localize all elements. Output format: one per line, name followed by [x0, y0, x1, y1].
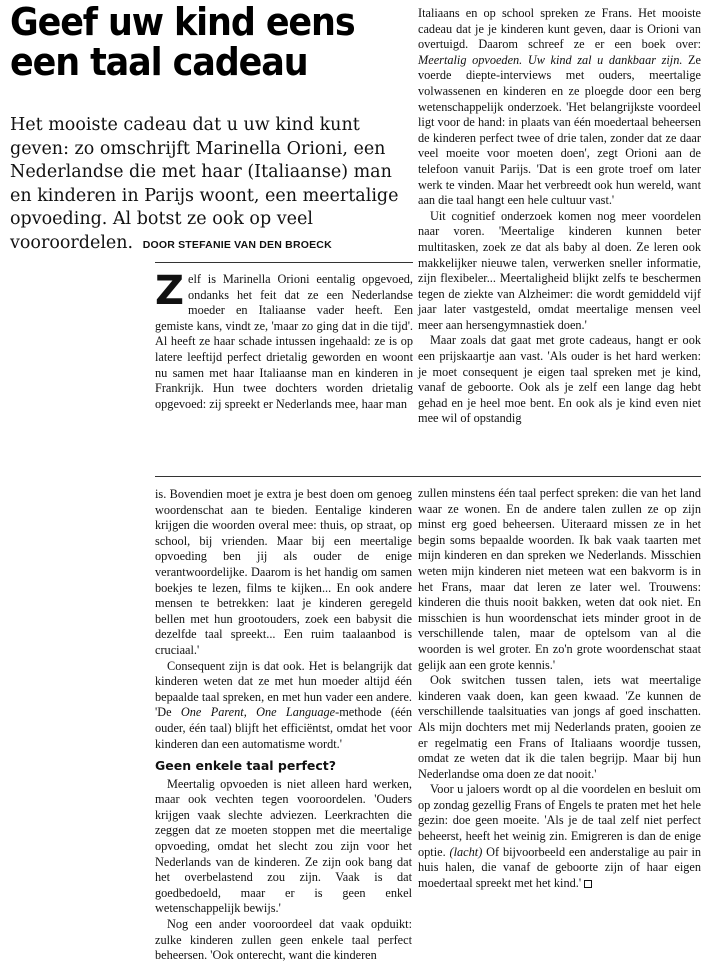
- headline-line-2: een taal cadeau: [10, 40, 308, 84]
- headline-line-1: Geef uw kind eens: [10, 0, 355, 44]
- paragraph-3-continued: is. Bovendien moet je extra je best doen om genoeg woordenschat aan te bieden. Eentalige kinderen krijgen die woorden overal mee: thuis, op straat, op school, bij vrienden. Maar bij een meertalige opvoeding ben jij als ouder de enige verantwoordelijke. Daarom is het handig om samen boekjes te lezen, films te kijken... En ook andere mensen te betrekken: laat je kinderen geregeld bellen met hun grootouders, zoek een babysit die dezelfde taal spreekt... Een ruim taalaanbod is cruciaal.': [155, 487, 412, 657]
- byline: DOOR STEFANIE VAN DEN BROECK: [142, 238, 332, 251]
- paragraph-1: [155, 268, 413, 412]
- paragraph-4: Consequent zijn is dat ook. Het is belangrijk dat kinderen weten dat ze met hun moeder altijd één bepaalde taal spreken, en met hun vader een andere. 'De One Parent, One Language-methode (één ouder, één taal) blijft het efficiëntst, omdat het voor kinderen dan een automatisme wordt.': [155, 658, 413, 751]
- column-right-bottom: [418, 486, 701, 891]
- divider-middle: [155, 476, 701, 477]
- intro-lead: [10, 114, 408, 257]
- book-title: Meertalig opvoeden. Uw kind zal u dankbaar zijn.: [418, 52, 683, 67]
- laugh-note: (lacht): [449, 844, 483, 859]
- column-left-bottom: [155, 487, 412, 964]
- end-mark-icon: [584, 880, 592, 888]
- paragraph-7: Ook switchen tussen talen, iets wat meertalige kinderen vaak doen, kan geen kwaad. 'Ze kunnen de verschillende taalsituaties van jongs af goed inschatten. Als mijn dochters met mij Nederlands praten, gooien ze er regelmatig een Frans of Italiaans woordje tussen, omdat ze weten dat ik die talen begrijp. Maar bij hun Nederlandse oma doen ze dat nooit.': [418, 673, 701, 781]
- headline: [10, 2, 373, 82]
- dropcap: Z: [155, 268, 185, 314]
- column-left-top: [155, 268, 413, 412]
- subheading: Geen enkele taal perfect?: [155, 758, 337, 774]
- intro-text: Het mooiste cadeau dat u uw kind kunt geven: zo omschrijft Marinella Orioni, een Nederlandse die met haar (Italiaanse) man en kinderen in Parijs woont, een meertalige opvoeding. Al botst ze ook op veel vooroordelen.: [10, 115, 399, 253]
- paragraph-6: Nog een ander vooroordeel dat vaak opduikt: zulke kinderen zullen geen enkele taal perfect beheersen. 'Ook onterecht, want die kinderen: [155, 917, 412, 963]
- paragraph-6-continued: zullen minstens één taal perfect spreken: die van het land waar ze wonen. En de andere talen zullen ze op zijn minst erg goed beheersen. Uiteraard missen ze in het begin soms bepaalde woorden. Ik bak vaak taarten met mijn kinderen en dan spreken we Nederlands. Misschien weten mijn kinderen niet meteen wat een bakvorm is in het Frans, maar dat leren ze later wel. Trouwens: kinderen die thuis nooit bakken, weten dat ook niet. En misschien is hun woordenschat iets minder groot in de verschillende talen, maar de optelsom van al die woorden is wel groter. En zo'n grote woordenschat staat gelijk aan een grote kennis.': [418, 486, 701, 672]
- paragraph-1-continued: Italiaans en op school spreken ze Frans. Het mooiste cadeau dat je je kinderen kunt geven, daar is Orioni van overtuigd. Daarom schreef ze er een boek over: Meertalig opvoeden. Uw kind zal u dankbaar zijn. Ze voerde diepte-interviews met ouders, meertalige volwassenen en kinderen en ze ploegde door een berg wetenschappelijk onderzoek. 'Het belangrijkste voordeel ligt voor de hand: in plaats van één moedertaal beheersen de kinderen perfect twee of drie talen, zonder dat ze daar veel moeite voor moeten doen', zegt Orioni aan de telefoon vanuit Parijs. 'Dat is een grote troef om later werk te vinden. Maar het verbreedt ook hun wereld, want aan die taal hangt een hele cultuur vast.': [418, 6, 701, 208]
- column-right-top: [418, 6, 701, 427]
- paragraph-1-text: elf is Marinella Orioni eentalig opgevoed, ondanks het feit dat ze een Nederlandse moeder en Italiaanse vader heeft. Een gemiste kans, vindt ze, 'maar zo ging dat in die tijd'. Al heeft ze haar schade intussen ingehaald: ze is op latere leeftijd perfect drietalig geworden en woont nu samen met haar Italiaanse man en kinderen in Frankrijk. Hun twee dochters worden drietalig opgevoed: zij spreekt er Nederlands mee, haar man: [155, 272, 413, 411]
- paragraph-3: Maar zoals dat gaat met grote cadeaus, hangt er ook een prijskaartje aan vast. 'Als ouder is het hard werken: je moet consequent je eigen taal spreken met je kind, vanaf de geboorte. Ook als je zelf een lange dag hebt gehad en je heel moe bent. En ook als je kind even niet mee wil of opstandig: [418, 333, 701, 426]
- paragraph-5: Meertalig opvoeden is niet alleen hard werken, maar ook vechten tegen vooroordelen. 'Ouders krijgen vaak slechte adviezen. Leerkrachten die zeggen dat ze moeten stoppen met die meertalige opvoeding, omdat het slecht zou zijn voor het Nederlands van de kinderen. Ze zijn ook bang dat het overbelastend zou zijn. Vaak is dat goedbedoeld, maar er is geen enkel wetenschappelijk bewijs.': [155, 776, 412, 916]
- paragraph-2: Uit cognitief onderzoek komen nog meer voordelen naar voren. 'Meertalige kinderen kunnen beter multitasken, zoek ze dat als baby al doen. Ze leren ook makkelijker nieuwe talen, verwerken sneller informatie, zijn flexibeler... Meertaligheid blijkt zelfs te beschermen tegen de ziekte van Alzheimer: die wordt gemiddeld vijf jaar later vastgesteld, omdat meertalige mensen veel meer aan hersengymnastiek doen.': [418, 208, 701, 332]
- method-name: One Parent, One Language: [180, 705, 336, 720]
- divider-top: [155, 262, 413, 263]
- paragraph-8: Voor u jaloers wordt op al die voordelen en besluit om op zondag gezellig Frans of Engels te praten met het hele gezin: doe geen moeite. 'Als je de taal zelf niet perfect beheerst, heeft het weinig zin. Emigreren is dan de enige optie. (lacht) Of bijvoorbeeld een anderstalige au pair in huis halen, die vanaf de geboorte zijn of haar eigen moedertaal spreekt met het kind.': [418, 782, 702, 890]
